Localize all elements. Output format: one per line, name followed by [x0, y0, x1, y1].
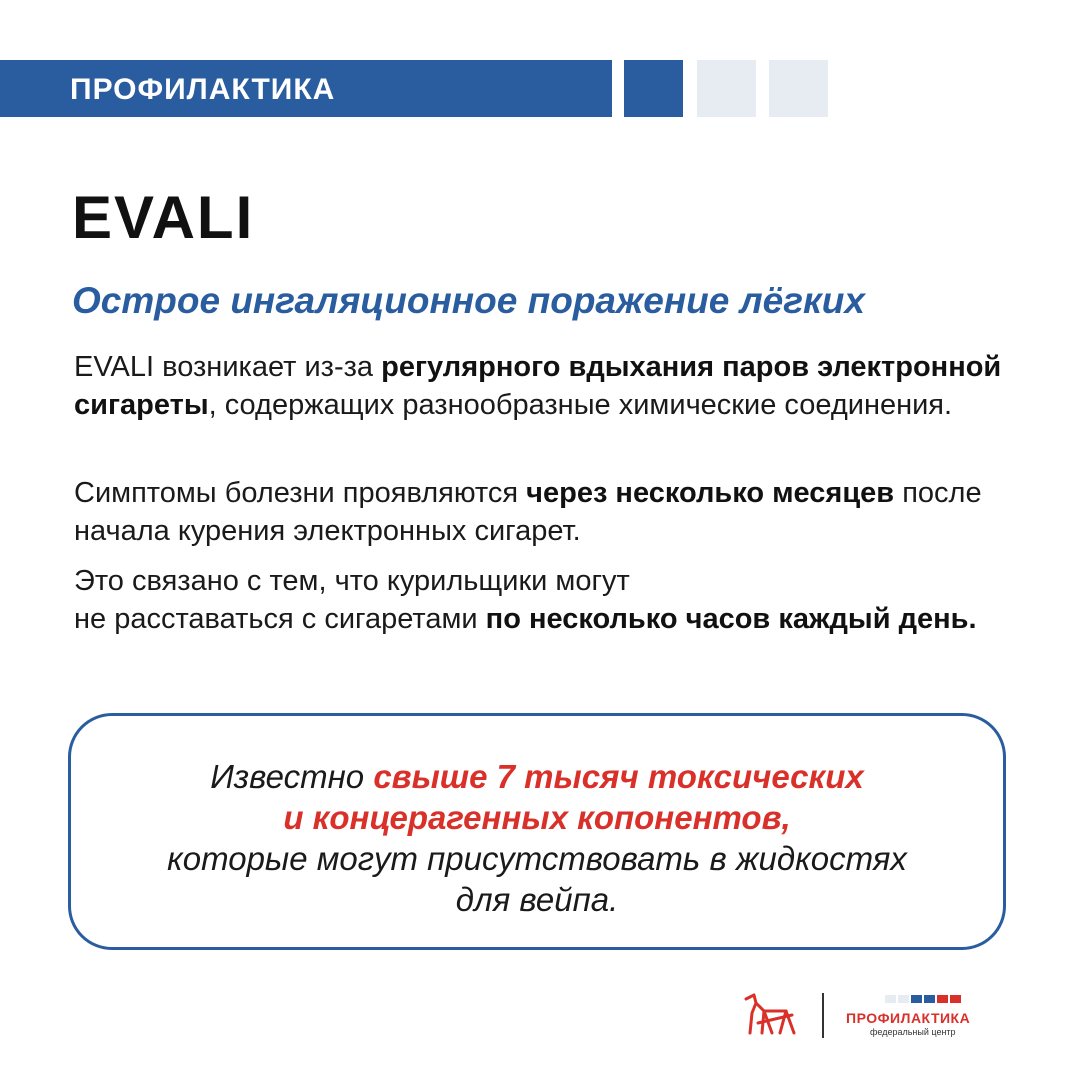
logo-name: ПРОФИЛАКТИКА: [846, 1010, 971, 1026]
header-square-light-2: [769, 60, 828, 117]
paragraph-reason-text: Это связано с тем, что курильщики могут: [74, 565, 630, 597]
page-subtitle: Острое ингаляционное поражение лёгких: [72, 280, 865, 321]
header-square-light-1: [697, 60, 756, 117]
paragraph-symptoms: [74, 474, 1034, 550]
header-banner: [0, 60, 612, 117]
paragraph-reason-text-2: не расставаться с сигаретами: [74, 603, 486, 635]
page-title: EVALI: [72, 184, 255, 251]
paragraph-cause-text: EVALI возникает из-за: [74, 351, 382, 383]
paragraph-reason-emphasis: по несколько часов каждый день.: [485, 603, 977, 635]
callout-text: [71, 756, 1003, 920]
paragraph-symptoms-text: Симптомы болезни проявляются: [74, 477, 527, 509]
logo-divider: [822, 993, 824, 1038]
header-label: ПРОФИЛАКТИКА: [70, 73, 336, 106]
callout-box: [68, 713, 1006, 950]
callout-tail-1: которые могут присутствовать в жидкостях: [167, 840, 907, 877]
paragraph-symptoms-emphasis: через несколько месяцев: [526, 477, 895, 509]
logo-subtitle: федеральный центр: [870, 1027, 956, 1037]
emblem-icon: [742, 993, 798, 1044]
paragraph-cause-tail: , содержащих разнообразные химические соединения.: [208, 389, 953, 421]
paragraph-symptoms-tail: после начала курения электронных сигарет.: [74, 477, 982, 547]
paragraph-reason: [74, 562, 1034, 638]
callout-highlight-1: свыше 7 тысяч токсических: [373, 758, 864, 795]
callout-tail-2: для вейпа.: [455, 881, 619, 918]
header-square-blue: [624, 60, 683, 117]
callout-lead: Известно: [210, 758, 374, 795]
callout-highlight-2: и концерагенных копонентов,: [283, 799, 791, 836]
paragraph-cause-emphasis: регулярного вдыхания паров электронной сигареты: [74, 351, 1002, 421]
paragraph-cause: [74, 348, 1034, 424]
